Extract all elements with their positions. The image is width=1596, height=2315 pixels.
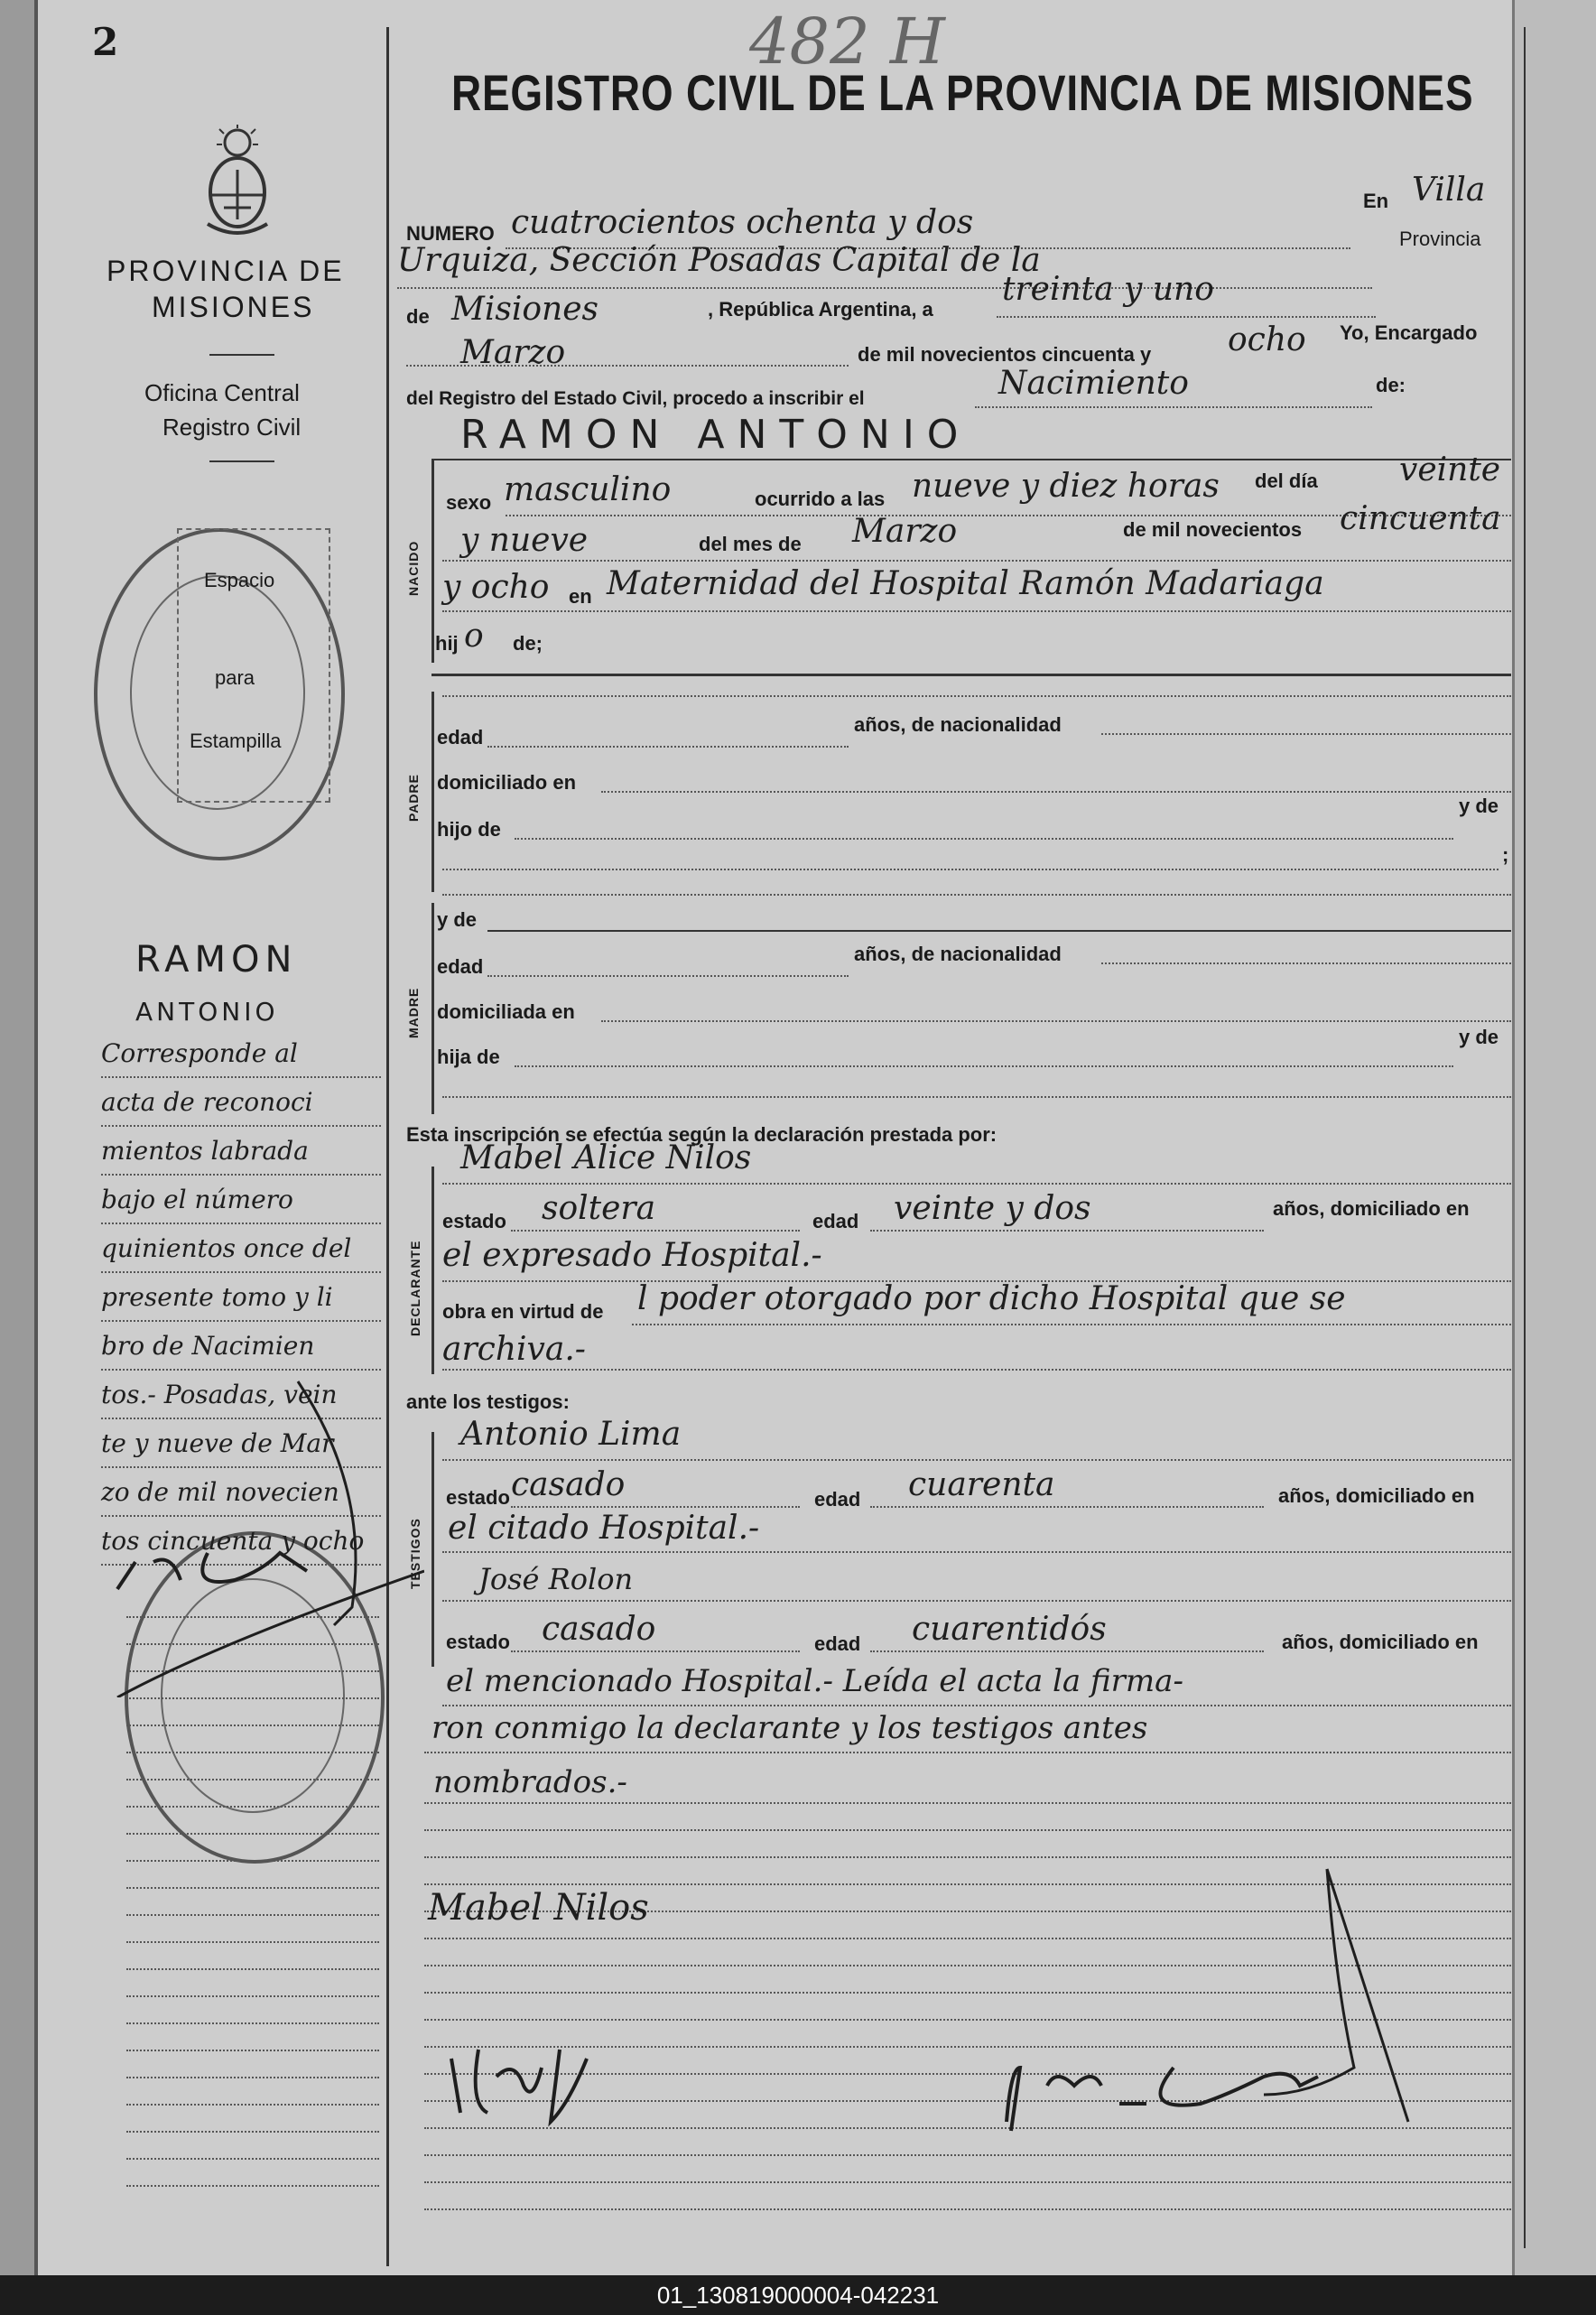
de-value: Misiones bbox=[451, 291, 599, 328]
numero-value: cuatrocientos ochenta y dos bbox=[511, 204, 974, 241]
madre-hija-line bbox=[515, 1065, 1453, 1067]
registro-line bbox=[975, 406, 1372, 408]
declarante-estado-line bbox=[511, 1230, 800, 1232]
padre-hijo-label: hijo de bbox=[437, 818, 501, 841]
closing-line-3: nombrados.- bbox=[433, 1764, 627, 1800]
testigo1-estado-line bbox=[511, 1506, 800, 1508]
padre-y-de: y de bbox=[1459, 795, 1499, 817]
page-number: 2 bbox=[92, 20, 119, 64]
left-rule-1 bbox=[209, 354, 274, 356]
page-left-edge bbox=[0, 0, 38, 2275]
signature-encargado bbox=[993, 1851, 1462, 2140]
testigo1-nombre: Antonio Lima bbox=[460, 1416, 682, 1453]
bottom-rule bbox=[424, 1802, 1511, 1804]
nacido-mil-label: de mil novecientos bbox=[1123, 518, 1303, 541]
hijo-de-label: de; bbox=[513, 632, 543, 655]
testigo2-nombre: José Rolon bbox=[478, 1562, 634, 1596]
testigos-intro: ante los testigos: bbox=[406, 1390, 570, 1413]
margin-note-line: zo de mil novecien bbox=[101, 1477, 339, 1507]
ocurrido-label: ocurrido a las bbox=[755, 488, 886, 510]
en-label: En bbox=[1363, 190, 1389, 212]
left-margin-rule bbox=[126, 2185, 379, 2187]
left-margin-rule bbox=[126, 1806, 379, 1808]
left-margin-rule bbox=[126, 1833, 379, 1835]
left-margin-rule bbox=[126, 2050, 379, 2051]
left-margin-rule bbox=[126, 1968, 379, 1970]
madre-bracket bbox=[431, 903, 434, 1114]
margin-note-rule bbox=[101, 1320, 381, 1322]
declarante-edad-label: edad bbox=[812, 1210, 859, 1232]
left-margin-rule bbox=[126, 1914, 379, 1916]
nacido-row2-line bbox=[442, 560, 1511, 562]
document-id-footer: 01_130819000004-042231 bbox=[0, 2275, 1596, 2315]
sexo-value: masculino bbox=[504, 471, 672, 508]
padre-row5-line bbox=[442, 894, 1511, 896]
margin-note-rule bbox=[101, 1223, 381, 1224]
left-margin-rule bbox=[126, 1887, 379, 1889]
left-margin-rule bbox=[126, 2158, 379, 2160]
month-line bbox=[406, 365, 849, 367]
declarante-edad-line bbox=[870, 1230, 1264, 1232]
hijo-label: hij bbox=[435, 632, 459, 655]
province-line2: MISIONES bbox=[152, 291, 315, 323]
mes-value: Marzo bbox=[852, 513, 958, 550]
declarante-obra-label: obra en virtud de bbox=[442, 1300, 604, 1323]
del-dia-label: del día bbox=[1255, 470, 1318, 492]
stamp-box-line3: Estampilla bbox=[190, 730, 282, 752]
testigo2-anos-label: años, domiciliado en bbox=[1282, 1631, 1479, 1653]
closing-line-1: el mencionado Hospital.- Leída el acta la firma- bbox=[446, 1663, 1183, 1699]
province-line1: PROVINCIA DE bbox=[107, 255, 345, 287]
left-margin-rule bbox=[126, 2104, 379, 2106]
padre-row0-line bbox=[442, 695, 1511, 697]
closing-row1-line bbox=[442, 1705, 1511, 1706]
margin-name-1: RAMON bbox=[135, 939, 298, 981]
testigo1-row1-line bbox=[442, 1459, 1511, 1461]
margin-name-2: ANTONIO bbox=[135, 997, 279, 1027]
de-label: de bbox=[406, 305, 430, 328]
registrant-name: RAMON ANTONIO bbox=[460, 412, 971, 458]
madre-row5-line bbox=[442, 1096, 1511, 1098]
declarante-estado-label: estado bbox=[442, 1210, 506, 1232]
padre-side-label: PADRE bbox=[406, 774, 421, 822]
margin-note-line: bro de Nacimien bbox=[101, 1331, 315, 1361]
testigo1-estado: casado bbox=[511, 1466, 626, 1503]
year-value-a: cincuenta bbox=[1340, 500, 1501, 537]
bottom-rule bbox=[424, 1829, 1511, 1831]
nacido-side-label: NACIDO bbox=[406, 540, 421, 596]
hijo-value: o bbox=[464, 618, 484, 655]
margin-note-rule bbox=[101, 1174, 381, 1176]
margin-note-line: presente tomo y li bbox=[101, 1282, 333, 1312]
testigos-side-label: TESTIGOS bbox=[408, 1518, 422, 1589]
madre-dom-line bbox=[601, 1020, 1511, 1022]
line2-value: Urquiza, Sección Posadas Capital de la bbox=[397, 242, 1041, 279]
declarante-obra: l poder otorgado por dicho Hospital que se bbox=[637, 1280, 1346, 1317]
name-rule bbox=[433, 459, 1511, 460]
closing-line-2: ron conmigo la declarante y los testigos antes bbox=[431, 1710, 1148, 1746]
madre-y-de: y de bbox=[1459, 1026, 1499, 1048]
madre-anos-label: años, de nacionalidad bbox=[854, 943, 1062, 965]
testigo2-estado: casado bbox=[542, 1611, 656, 1648]
dia-value-b: y nueve bbox=[460, 522, 589, 559]
left-rule-2 bbox=[209, 460, 274, 462]
sexo-label: sexo bbox=[446, 491, 492, 514]
margin-note-line: Corresponde al bbox=[101, 1038, 298, 1068]
left-margin-rule bbox=[126, 2022, 379, 2024]
madre-nac-line bbox=[1101, 962, 1511, 964]
office-line1: Oficina Central bbox=[144, 379, 300, 406]
padre-semicolon: ; bbox=[1502, 843, 1509, 866]
document-title: REGISTRO CIVIL DE LA PROVINCIA DE MISIONES bbox=[451, 64, 1474, 121]
madre-edad-label: edad bbox=[437, 955, 484, 978]
declarante-bracket bbox=[431, 1167, 434, 1374]
date-day-line bbox=[997, 316, 1376, 318]
testigo1-domicilio: el citado Hospital.- bbox=[448, 1510, 760, 1547]
nacido-bracket bbox=[431, 459, 434, 663]
padre-edad-line bbox=[487, 746, 849, 748]
testigo2-edad-label: edad bbox=[814, 1632, 861, 1655]
declaracion-intro: Esta inscripción se efectúa según la declaración prestada por: bbox=[406, 1123, 998, 1146]
declarante-nombre: Mabel Alice Nilos bbox=[460, 1139, 752, 1176]
testigo1-edad-label: edad bbox=[814, 1488, 861, 1511]
margin-note-line: acta de reconoci bbox=[101, 1087, 313, 1117]
testigo2-estado-line bbox=[511, 1650, 800, 1652]
left-margin-rule bbox=[126, 2131, 379, 2133]
margin-signature bbox=[81, 1354, 424, 1697]
bottom-rule bbox=[424, 2181, 1511, 2183]
bottom-rule bbox=[424, 2208, 1511, 2210]
left-margin-rule bbox=[126, 1752, 379, 1753]
left-column-divider bbox=[386, 27, 389, 2266]
madre-edad-line bbox=[487, 975, 849, 977]
dia-value-a: veinte bbox=[1399, 451, 1501, 488]
margin-note-line: bajo el número bbox=[101, 1185, 293, 1214]
left-margin-rule bbox=[126, 1860, 379, 1862]
declarante-anos-label: años, domiciliado en bbox=[1273, 1197, 1470, 1220]
padre-bracket bbox=[431, 692, 434, 892]
mil-label: de mil novecientos cincuenta y bbox=[858, 343, 1152, 366]
stamp-box-line1: Espacio bbox=[204, 569, 275, 591]
margin-note-rule bbox=[101, 1125, 381, 1127]
closing-row2-line bbox=[424, 1752, 1511, 1753]
testigo1-row3-line bbox=[442, 1551, 1511, 1553]
madre-hija-label: hija de bbox=[437, 1046, 500, 1068]
signature-testigo bbox=[433, 2022, 632, 2140]
de-colon: de: bbox=[1376, 374, 1406, 396]
declarante-row5-line bbox=[442, 1369, 1511, 1371]
margin-note-line: te y nueve de Mar bbox=[101, 1428, 334, 1458]
month-value: Marzo bbox=[460, 334, 566, 371]
margin-note-line: mientos labrada bbox=[101, 1136, 309, 1166]
margin-note-rule bbox=[101, 1076, 381, 1078]
padre-anos-label: años, de nacionalidad bbox=[854, 713, 1062, 736]
registro-label: del Registro del Estado Civil, procedo a inscribir el bbox=[406, 388, 865, 409]
padre-edad-label: edad bbox=[437, 726, 484, 748]
testigo1-edad: cuarenta bbox=[908, 1466, 1055, 1503]
year-value: ocho bbox=[1228, 321, 1306, 358]
numero-label: NUMERO bbox=[406, 222, 495, 245]
testigo1-estado-label: estado bbox=[446, 1486, 510, 1509]
provincia-label: Provincia bbox=[1399, 228, 1481, 250]
testigo2-edad-line bbox=[870, 1650, 1264, 1652]
left-margin-rule bbox=[126, 1779, 379, 1780]
testigo2-estado-label: estado bbox=[446, 1631, 510, 1653]
office-line2: Registro Civil bbox=[162, 414, 302, 441]
margin-note-rule bbox=[101, 1271, 381, 1273]
line2-line bbox=[397, 287, 1372, 289]
madre-y-de-label: y de bbox=[437, 908, 478, 931]
date-day-value: treinta y uno bbox=[1002, 271, 1214, 308]
coat-of-arms-icon bbox=[197, 125, 278, 242]
testigo1-anos-label: años, domiciliado en bbox=[1278, 1484, 1475, 1507]
madre-side-label: MADRE bbox=[406, 987, 421, 1038]
left-margin-rule bbox=[126, 1995, 379, 1997]
right-margin-line bbox=[1524, 27, 1526, 2248]
lugar-value: Maternidad del Hospital Ramón Madariaga bbox=[607, 565, 1324, 602]
padre-nac-line bbox=[1101, 733, 1511, 735]
testigo2-row1-line bbox=[442, 1600, 1511, 1602]
madre-domiciliada-label: domiciliada en bbox=[437, 1000, 575, 1023]
bottom-rule bbox=[424, 2154, 1511, 2156]
madre-y-de-line bbox=[487, 930, 1511, 932]
padre-domiciliado-label: domiciliado en bbox=[437, 771, 577, 794]
left-margin-rule bbox=[126, 1725, 379, 1726]
declarante-domicilio: el expresado Hospital.- bbox=[442, 1237, 822, 1274]
registro-value: Nacimiento bbox=[998, 365, 1189, 402]
testigos-bracket bbox=[431, 1432, 434, 1667]
margin-note-line: tos.- Posadas, vein bbox=[101, 1380, 338, 1409]
left-margin-rule bbox=[126, 1697, 379, 1699]
padre-hijo-line bbox=[515, 838, 1453, 840]
padre-row4-line bbox=[442, 869, 1499, 870]
declarante-obra-b: archiva.- bbox=[442, 1331, 586, 1368]
stamp-box-line2: para bbox=[215, 666, 255, 689]
margin-note-line: quinientos once del bbox=[101, 1233, 352, 1263]
declarante-estado: soltera bbox=[542, 1190, 656, 1227]
left-margin-rule bbox=[126, 2077, 379, 2078]
nacido-en-label: en bbox=[569, 585, 592, 608]
signature-declarante: Mabel Nilos bbox=[428, 1887, 649, 1929]
margin-note-line: tos cincuenta y ocho bbox=[101, 1526, 365, 1556]
yo-label: Yo, Encargado bbox=[1340, 321, 1478, 344]
mes-label: del mes de bbox=[699, 533, 802, 555]
republica-label: , República Argentina, a bbox=[708, 298, 933, 321]
hora-value: nueve y diez horas bbox=[912, 468, 1220, 505]
declarante-edad: veinte y dos bbox=[894, 1190, 1091, 1227]
declarante-row1-line bbox=[442, 1183, 1511, 1185]
testigo2-edad: cuarentidós bbox=[912, 1611, 1107, 1648]
left-margin-rule bbox=[126, 1941, 379, 1943]
testigo1-edad-line bbox=[870, 1506, 1264, 1508]
year-value-b: y ocho bbox=[442, 569, 550, 606]
nacido-bottom-rule bbox=[431, 674, 1511, 676]
declarante-row4-line bbox=[632, 1324, 1511, 1325]
folio-handwritten: 482 H bbox=[749, 5, 945, 79]
nacido-row3-line bbox=[442, 610, 1511, 612]
padre-dom-line bbox=[601, 791, 1511, 793]
declarante-side-label: DECLARANTE bbox=[408, 1240, 422, 1336]
en-value: Villa bbox=[1412, 172, 1486, 209]
